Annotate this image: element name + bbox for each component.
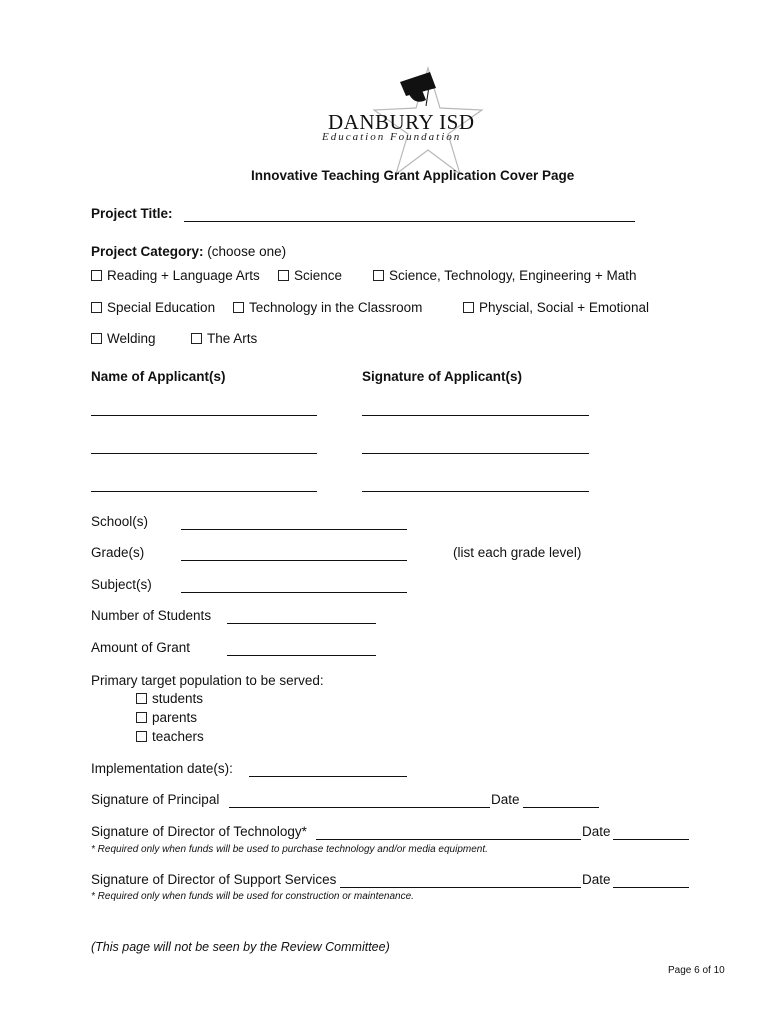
support-director-label: Signature of Director of Support Services [91, 872, 337, 887]
grades-note: (list each grade level) [453, 545, 582, 560]
schools-field[interactable] [181, 529, 407, 530]
support-director-signature-field[interactable] [340, 887, 581, 888]
checkbox-icon[interactable] [91, 333, 102, 344]
tech-director-date-label: Date [582, 824, 611, 839]
project-title-field[interactable] [184, 221, 635, 222]
page-title: Innovative Teaching Grant Application Cover Page [251, 168, 575, 183]
checkbox-icon[interactable] [463, 302, 474, 313]
num-students-label: Number of Students [91, 608, 212, 623]
principal-date-field[interactable] [523, 807, 599, 808]
subjects-field[interactable] [181, 592, 407, 593]
category-option-reading[interactable]: Reading + Language Arts [91, 268, 260, 283]
support-director-date-label: Date [582, 872, 611, 887]
applicant-name-field[interactable] [91, 491, 317, 492]
population-option-teachers[interactable]: teachers [136, 729, 204, 744]
checkbox-icon[interactable] [136, 731, 147, 742]
principal-signature-field[interactable] [229, 807, 490, 808]
category-option-special-education[interactable]: Special Education [91, 300, 215, 315]
population-option-students[interactable]: students [136, 691, 203, 706]
implementation-label: Implementation date(s): [91, 761, 233, 776]
category-option-stem[interactable]: Science, Technology, Engineering + Math [373, 268, 637, 283]
schools-label: School(s) [91, 514, 149, 529]
checkbox-icon[interactable] [233, 302, 244, 313]
review-committee-note: (This page will not be seen by the Review Committee) [91, 940, 390, 954]
population-option-parents[interactable]: parents [136, 710, 197, 725]
checkbox-icon[interactable] [136, 693, 147, 704]
checkbox-icon[interactable] [191, 333, 202, 344]
applicant-name-field[interactable] [91, 415, 317, 416]
subjects-label: Subject(s) [91, 577, 152, 592]
implementation-field[interactable] [249, 776, 407, 777]
category-option-arts[interactable]: The Arts [191, 331, 257, 346]
checkbox-icon[interactable] [136, 712, 147, 723]
checkbox-icon[interactable] [373, 270, 384, 281]
num-students-field[interactable] [227, 623, 376, 624]
category-option-welding[interactable]: Welding [91, 331, 156, 346]
applicant-name-header: Name of Applicant(s) [91, 369, 226, 384]
applicant-signature-field[interactable] [362, 415, 589, 416]
category-option-physical-social-emotional[interactable]: Physcial, Social + Emotional [463, 300, 649, 315]
category-option-technology[interactable]: Technology in the Classroom [233, 300, 422, 315]
checkbox-icon[interactable] [91, 302, 102, 313]
page-number: Page 6 of 10 [668, 965, 725, 976]
project-category-hint: (choose one) [207, 244, 287, 259]
applicant-name-field[interactable] [91, 453, 317, 454]
support-director-date-field[interactable] [613, 887, 689, 888]
project-title-label: Project Title: [91, 206, 173, 221]
applicant-signature-header: Signature of Applicant(s) [362, 369, 523, 384]
project-category-heading [91, 244, 286, 259]
applicant-signature-field[interactable] [362, 453, 589, 454]
population-label: Primary target population to be served: [91, 673, 324, 688]
tech-director-signature-field[interactable] [316, 839, 581, 840]
grades-label: Grade(s) [91, 545, 145, 560]
grant-amount-label: Amount of Grant [91, 640, 191, 655]
principal-label: Signature of Principal [91, 792, 220, 807]
grades-field[interactable] [181, 560, 407, 561]
checkbox-icon[interactable] [278, 270, 289, 281]
logo-name: DANBURY ISD [328, 110, 475, 134]
project-category-label: Project Category: [91, 244, 204, 259]
tech-director-note: * Required only when funds will be used to purchase technology and/or media equipment. [91, 844, 488, 855]
tech-director-label: Signature of Director of Technology* [91, 824, 307, 839]
logo-subtitle: Education Foundation [322, 131, 462, 143]
category-option-science[interactable]: Science [278, 268, 342, 283]
principal-date-label: Date [491, 792, 520, 807]
tech-director-date-field[interactable] [613, 839, 689, 840]
checkbox-icon[interactable] [91, 270, 102, 281]
grant-amount-field[interactable] [227, 655, 376, 656]
support-director-note: * Required only when funds will be used for construction or maintenance. [91, 891, 414, 902]
applicant-signature-field[interactable] [362, 491, 589, 492]
